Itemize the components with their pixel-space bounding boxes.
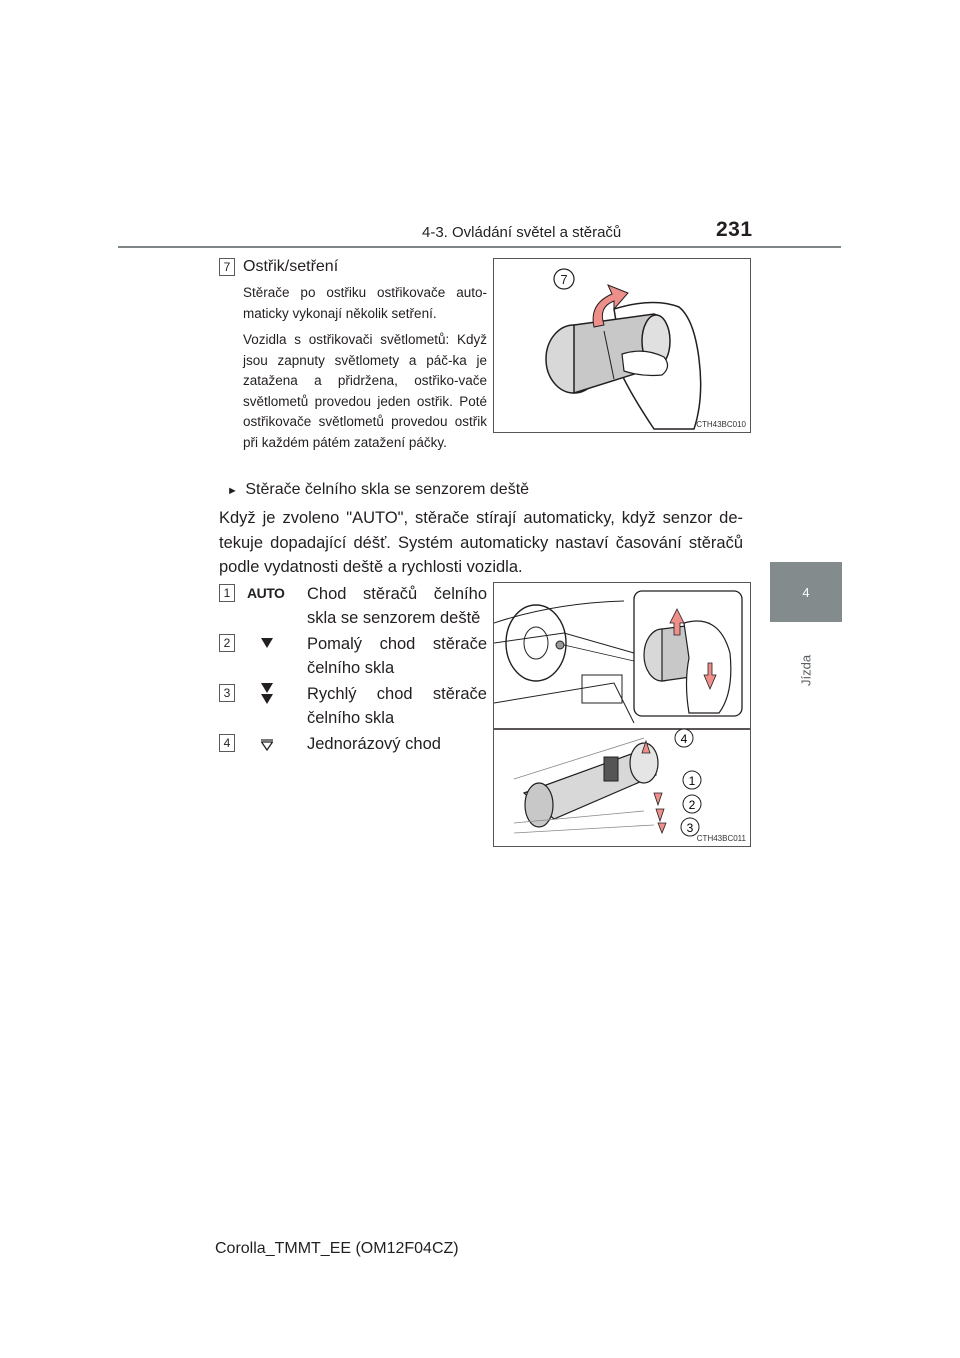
section-title: 4-3. Ovládání světel a stěračů — [422, 224, 622, 241]
chapter-tab: 4 — [770, 562, 842, 622]
arrow-right-icon: ► — [227, 485, 238, 497]
item7-para2: Vozidla s ostřikovači světlometů: Když jsou zapnuty světlomety a páč-ka je zatažena a přidržena, ostřiko-vače světlometů provedou jeden ostřik. Poté ostřikovače světlometů provedou ostřik při každém pátém zatažení páčky. — [243, 332, 487, 450]
step-marker-4: 4 — [219, 734, 235, 752]
chapter-label: Jízda — [798, 654, 814, 686]
rain-section-heading — [227, 481, 529, 499]
figure2-callout-1: 1 — [688, 774, 696, 788]
slow-icon — [261, 636, 273, 654]
mode1-text: Chod stěračů čelního skla se senzorem deště — [307, 585, 487, 627]
step-marker-1: 1 — [219, 584, 235, 602]
figure-washer-lever — [493, 258, 751, 433]
rain-section-body: Když je zvoleno "AUTO", stěrače stírají automaticky, když senzor de-tekuje dopadající déšť. Systém automaticky nastaví časování stěračů podle vydatnosti deště a rychlosti vozidla. — [219, 509, 743, 576]
auto-symbol: AUTO — [247, 585, 285, 601]
figure1-callout-7: 7 — [560, 272, 568, 287]
step-marker-2: 2 — [219, 634, 235, 652]
rain-section-title: Stěrače čelního skla se senzorem deště — [245, 481, 530, 498]
item7-title: Ostřik/setření — [243, 258, 339, 275]
rain-sensor-illustration — [494, 583, 750, 846]
figure2-code: CTH43BC011 — [696, 834, 746, 843]
header-divider — [118, 246, 841, 248]
figure2-callout-4: 4 — [680, 732, 688, 746]
mode4-text: Jednorázový chod — [307, 735, 441, 753]
figure-rain-sensor-lever — [493, 582, 751, 847]
step-marker-7: 7 — [219, 258, 235, 276]
step-marker-3: 3 — [219, 684, 235, 702]
washer-lever-illustration — [494, 259, 750, 432]
figure1-code: CTH43BC010 — [696, 420, 746, 429]
mist-icon — [261, 738, 273, 756]
figure2-callout-2: 2 — [688, 798, 696, 812]
item7-para1: Stěrače po ostřiku ostřikovače auto-maticky vykonají několik setření. — [243, 285, 487, 321]
mode2-text: Pomalý chod stěrače čelního skla — [307, 635, 487, 677]
footer-text: Corolla_TMMT_EE (OM12F04CZ) — [215, 1240, 459, 1257]
mode3-text: Rychlý chod stěrače čelního skla — [307, 685, 487, 727]
figure2-callout-3: 3 — [686, 821, 694, 835]
fast-icon — [261, 682, 273, 711]
page-number: 231 — [716, 218, 753, 241]
